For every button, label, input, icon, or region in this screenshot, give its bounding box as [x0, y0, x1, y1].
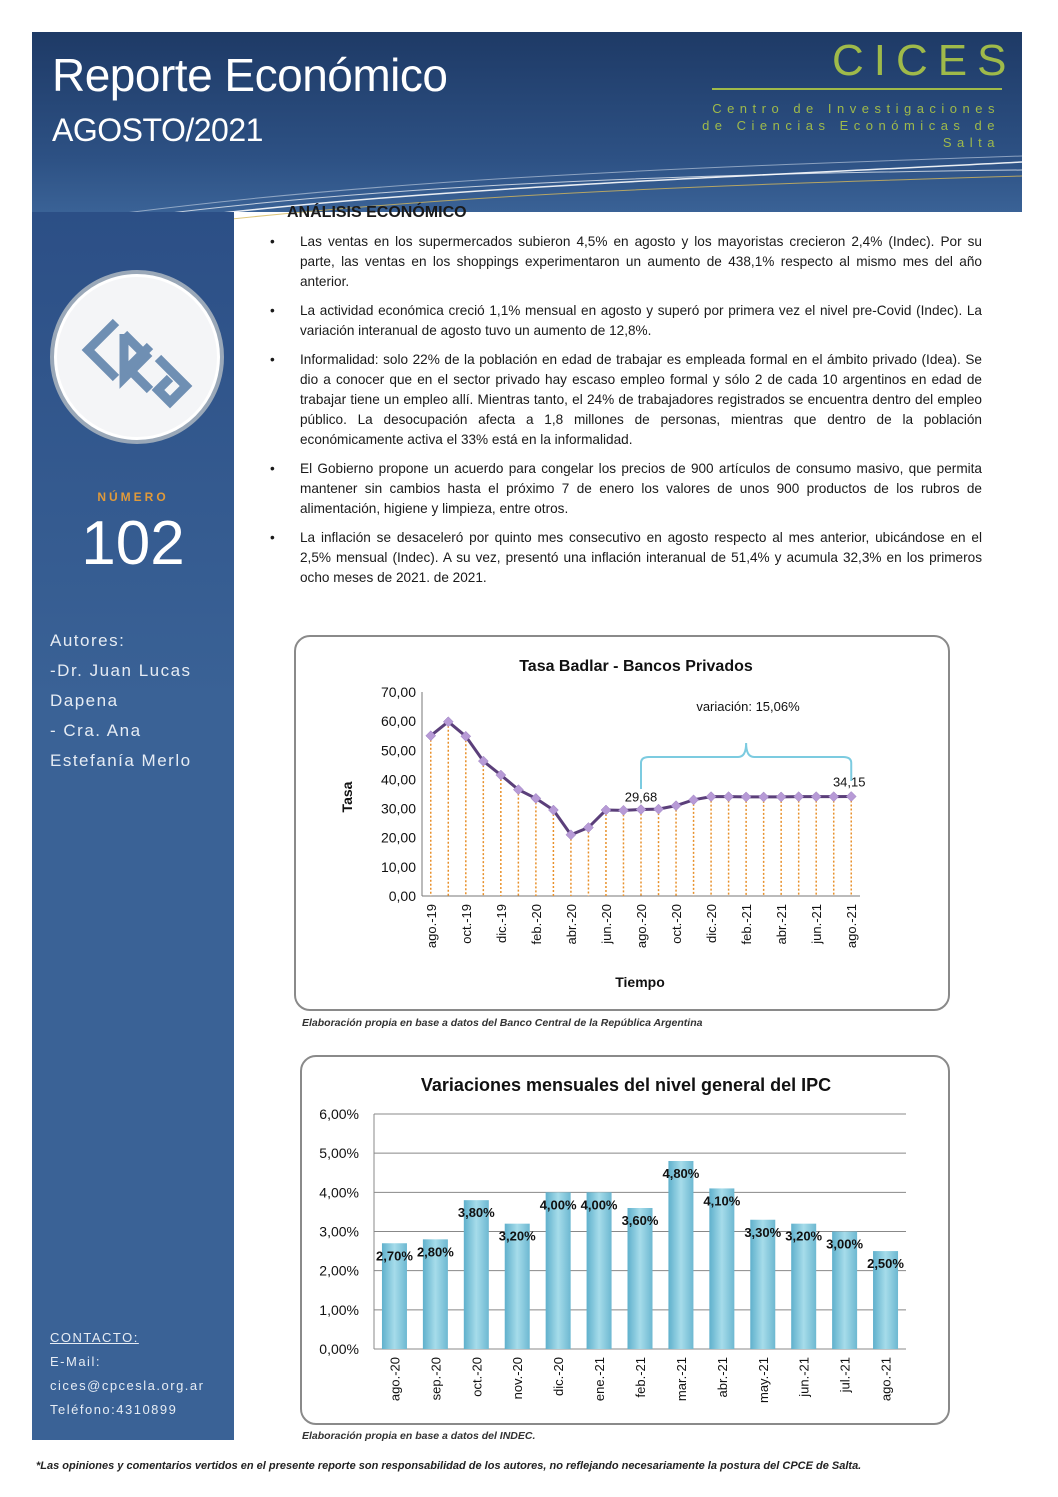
x-tick-label: dic.-20 — [704, 904, 720, 944]
x-tick-label: feb.-21 — [633, 1357, 648, 1398]
x-tick-label: abr.-21 — [714, 1357, 730, 1398]
contact-block — [50, 1326, 230, 1422]
data-label: 3,80% — [457, 1205, 495, 1221]
variation-brace — [641, 743, 851, 789]
chart1-caption: Elaboración propia en base a datos del Banco Central de la República Argentina — [302, 1017, 703, 1029]
y-tick-label: 0,00 — [388, 888, 416, 904]
list-item: • Informalidad: solo 22% de la población en edad de trabajar es empleada formal en el ámbito privado (Idea). Se dio a conocer que en el sector privado hay escaso empleo formal y sólo 2 de cada 10 argentinos en edad de trabajar tiene un empleo allí. Mientras tanto, el 24% de trabajadores registrados se encuentra dentro del empleo público. La desocupación afecta a 1,8 millones de personas, mientras que dentro de la población económicamente activa el 33% está en la informalidad. — [270, 350, 982, 450]
data-point — [811, 792, 821, 802]
y-tick-label: 20,00 — [380, 829, 416, 846]
y-tick-label: 4,00% — [319, 1184, 359, 1201]
y-tick-label: 6,00% — [319, 1106, 359, 1122]
y-tick-label: 70,00 — [380, 684, 416, 700]
y-tick-label: 40,00 — [380, 771, 416, 788]
data-point — [654, 804, 664, 814]
x-tick-label: dic.-20 — [551, 1357, 567, 1397]
y-tick-label: 50,00 — [380, 742, 416, 759]
analysis-list — [270, 232, 982, 597]
y-tick-label: 5,00% — [319, 1145, 359, 1162]
report-title: Reporte Económico — [52, 49, 448, 101]
y-tick-label: 10,00 — [380, 858, 416, 875]
data-label: 4,10% — [703, 1193, 741, 1209]
variation-label: variación: 15,06% — [696, 699, 800, 714]
data-label: 3,20% — [498, 1228, 536, 1244]
report-month: AGOSTO/2021 — [52, 112, 263, 148]
x-tick-label: abr.-21 — [774, 904, 790, 945]
y-tick-label: 3,00% — [319, 1223, 359, 1240]
ipc-chart-svg — [302, 1057, 948, 1423]
cpce-logo-icon — [54, 274, 220, 440]
y-axis-label: Tasa — [339, 781, 355, 813]
list-item: • El Gobierno propone un acuerdo para congelar los precios de 900 artículos de consumo masivo, que permita mantener sin cambios hasta el próximo 7 de enero los valores de unos 900 productos de los rubros de alimentación, higiene y limpieza, entre otros. — [270, 459, 982, 519]
x-tick-label: abr.-20 — [563, 904, 579, 945]
x-axis-label: Tiempo — [615, 974, 665, 990]
x-tick-label: jun.-21 — [809, 904, 825, 944]
y-tick-label: 60,00 — [380, 713, 416, 730]
data-label: 3,20% — [785, 1228, 823, 1244]
data-point — [776, 792, 786, 802]
authors-label: Autores: — [50, 631, 126, 650]
data-point — [759, 792, 769, 802]
data-label: 3,00% — [826, 1236, 864, 1252]
start-value-label: 29,68 — [624, 789, 658, 805]
cpce-logo — [50, 270, 224, 444]
data-point — [636, 805, 646, 815]
list-item: • La inflación se desaceleró por quinto mes consecutivo en agosto respecto al mes anterior, ubicándose en el 2,5% mensual (Indec). A su vez, presentó una inflación interanual de 51,4% y acumula 32,3% en los primeros ocho meses de 2021. de 2021. — [270, 528, 982, 588]
y-tick-label: 2,00% — [319, 1262, 359, 1279]
contact-email-label: E-Mail: — [50, 1354, 101, 1369]
data-point — [724, 792, 734, 802]
x-tick-label: dic.-19 — [493, 904, 509, 944]
list-item: • Las ventas en los supermercados subieron 4,5% en agosto y los mayoristas crecieron 2,4% (Indec). Por su parte, las ventas en los shoppings experimentaron un aumento de 438,1% respecto al mismo mes del año anterior. — [270, 232, 982, 292]
brand-divider — [712, 88, 1002, 90]
data-point — [846, 791, 856, 801]
data-point — [706, 792, 716, 802]
data-label: 2,80% — [416, 1244, 454, 1260]
x-tick-label: ago.-21 — [844, 904, 860, 949]
chart-title: Tasa Badlar - Bancos Privados — [519, 658, 753, 675]
contact-phone: Teléfono:4310899 — [50, 1402, 178, 1417]
bar — [628, 1208, 653, 1349]
x-tick-label: mar.-21 — [673, 1357, 689, 1402]
x-tick-label: ago.-19 — [423, 904, 439, 949]
list-item: • La actividad económica creció 1,1% mensual en agosto y superó por primera vez el nivel pre-Covid (Indec). La variación interanual de agosto tuvo un aumento de 12,8%. — [270, 301, 982, 341]
data-point — [689, 795, 699, 805]
disclaimer-footnote: *Las opiniones y comentarios vertidos en el presente reporte son responsabilidad de los autores, no reflejando necesariamente la postura del CPCE de Salta. — [36, 1460, 862, 1472]
issue-number-label: NÚMERO — [97, 490, 169, 504]
chart2-caption: Elaboración propia en base a datos del INDEC. — [302, 1430, 536, 1442]
data-label: 2,70% — [376, 1248, 413, 1264]
ipc-chart — [300, 1055, 950, 1425]
data-point — [741, 792, 751, 802]
data-label: 4,00% — [580, 1197, 618, 1213]
y-tick-label: 0,00% — [319, 1341, 359, 1357]
data-label: 4,80% — [662, 1166, 700, 1181]
data-label: 3,30% — [744, 1224, 782, 1240]
end-value-label: 34,15 — [832, 774, 866, 790]
bar — [464, 1200, 489, 1349]
bar — [546, 1192, 571, 1349]
bar — [709, 1188, 734, 1349]
data-label: 4,00% — [539, 1197, 577, 1213]
brand-subtitle: Centro de Investigaciones de Ciencias Económicas de Salta — [702, 101, 1000, 150]
author-line: Dapena — [50, 691, 119, 710]
data-label: 3,60% — [621, 1213, 659, 1228]
chart-title: Variaciones mensuales del nivel general del IPC — [420, 1075, 832, 1095]
contact-email[interactable]: cices@cpcesla.org.ar — [50, 1378, 205, 1393]
data-point — [671, 801, 681, 811]
x-tick-label: ene.-21 — [592, 1357, 608, 1402]
section-title: ANÁLISIS ECONÓMICO — [287, 204, 467, 221]
y-tick-label: 30,00 — [380, 800, 416, 817]
x-tick-label: oct.-20 — [469, 1357, 485, 1397]
x-tick-label: jun.-20 — [598, 904, 614, 944]
x-tick-label: feb.-20 — [528, 904, 544, 945]
data-label: 2,50% — [867, 1256, 904, 1272]
data-point — [618, 805, 628, 815]
x-tick-label: ago.-20 — [387, 1357, 403, 1402]
x-tick-label: nov.-20 — [510, 1357, 526, 1400]
author-line: -Dr. Juan Lucas — [50, 661, 192, 680]
x-tick-label: jul.-21 — [837, 1357, 853, 1393]
badlar-chart — [294, 635, 950, 1011]
issue-number: 102 — [81, 509, 185, 578]
authors-block — [50, 626, 230, 776]
x-tick-label: ago.-21 — [878, 1357, 894, 1402]
badlar-chart-svg — [296, 637, 948, 1009]
contact-title: CONTACTO: — [50, 1330, 139, 1345]
x-tick-label: may.-21 — [755, 1357, 771, 1403]
x-tick-label: sep.-20 — [428, 1357, 444, 1401]
x-tick-label: feb.-21 — [739, 904, 755, 945]
author-line: Estefanía Merlo — [50, 751, 192, 770]
author-line: - Cra. Ana — [50, 721, 142, 740]
x-tick-label: jun.-21 — [796, 1357, 812, 1397]
x-tick-label: oct.-19 — [458, 904, 474, 944]
data-point — [829, 792, 839, 802]
bar — [668, 1161, 693, 1349]
x-tick-label: ago.-20 — [634, 904, 649, 949]
data-point — [794, 792, 804, 802]
brand-logo-text: CICES — [832, 36, 1017, 85]
bar — [587, 1192, 612, 1349]
x-tick-label: oct.-20 — [669, 904, 685, 944]
y-tick-label: 1,00% — [319, 1301, 359, 1318]
